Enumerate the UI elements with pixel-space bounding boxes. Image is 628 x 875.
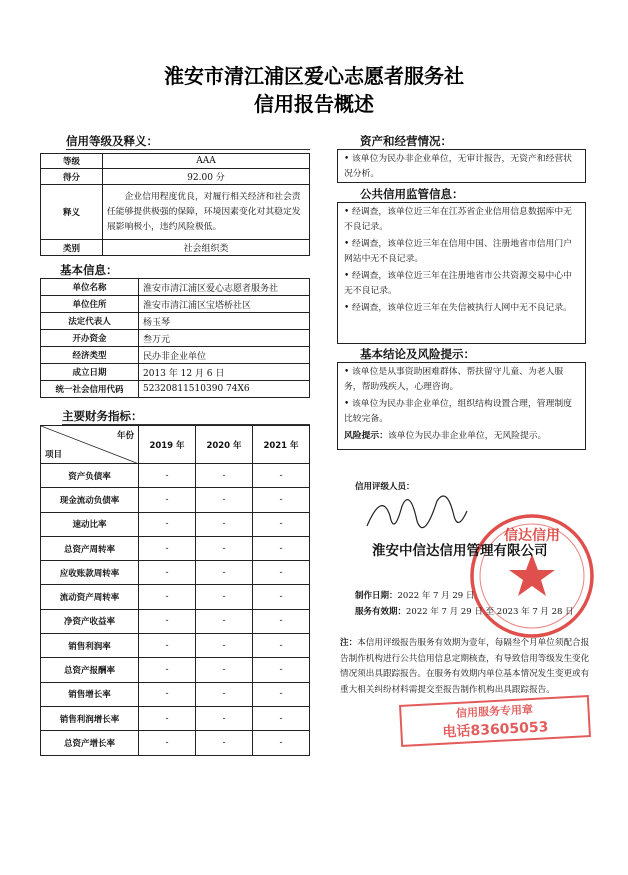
- finance-value: -: [196, 609, 253, 633]
- finance-metric-label: 总资产报酬率: [41, 658, 139, 682]
- finance-value: -: [139, 512, 196, 536]
- finance-row: [41, 658, 310, 682]
- finance-value: -: [196, 536, 253, 560]
- credit-table: 等级 AAA 得分 92.00 分 释义 企业信用程度优良，对履行相关经济和社会责任能够提供极强的保障，环境因素变化对其稳定发展影响极小，违约风险极低。 类别 社会组织类: [40, 153, 310, 256]
- finance-metric-label: 流动资产周转率: [41, 585, 139, 609]
- credit-heading: 信用等级及释义：: [66, 133, 310, 150]
- finance-metric-label: 总资产增长率: [41, 731, 139, 755]
- finance-metric-label: 现金流动负债率: [41, 488, 139, 512]
- seal-text: 信达信用: [504, 528, 560, 544]
- supervision-item: • 经调查，该单位近三年在信用中国、注册地省市信用门户网站中无不良记录。: [344, 237, 579, 267]
- finance-row: [41, 731, 310, 755]
- conclusion-item: • 该单位是从事资助困难群体、帮扶留守儿童、为老人服务，帮助残疾人，心理咨询。: [344, 365, 579, 395]
- finance-corner-cell: 年份 项目: [41, 426, 139, 464]
- finance-row: [41, 488, 310, 512]
- finance-value: -: [139, 488, 196, 512]
- finance-value: -: [196, 706, 253, 730]
- assets-heading: 资产和经营情况：: [360, 133, 586, 150]
- finance-row: [41, 512, 310, 536]
- rater-label: 信用评级人员：: [355, 482, 415, 492]
- finance-row: [41, 609, 310, 633]
- finance-row: [41, 464, 310, 488]
- finance-heading: 主要财务指标：: [62, 408, 310, 425]
- finance-value: -: [196, 464, 253, 488]
- finance-value: -: [196, 585, 253, 609]
- finance-value: -: [139, 682, 196, 706]
- finance-metric-label: 销售增长率: [41, 682, 139, 706]
- conclusion-heading: 基本结论及风险提示：: [360, 346, 586, 363]
- basic-heading: 基本信息：: [60, 262, 310, 279]
- supervision-box: [337, 202, 586, 344]
- assets-box: [337, 149, 586, 183]
- supervision-heading: 公共信用监管信息：: [360, 186, 586, 203]
- finance-metric-label: 速动比率: [41, 512, 139, 536]
- finance-metric-label: 净资产收益率: [41, 609, 139, 633]
- finance-value: -: [196, 658, 253, 682]
- finance-value: -: [139, 561, 196, 585]
- risk-line: 风险提示：该单位为民办非企业单位，无风险提示。: [344, 431, 547, 441]
- finance-row: [41, 706, 310, 730]
- finance-row: [41, 585, 310, 609]
- finance-value: -: [196, 488, 253, 512]
- finance-row: [41, 561, 310, 585]
- report-org-title: 淮安市清江浦区爱心志愿者服务社: [164, 64, 464, 88]
- finance-value: -: [253, 488, 310, 512]
- finance-value: -: [253, 512, 310, 536]
- conclusion-box: [337, 362, 586, 450]
- finance-row: [41, 634, 310, 658]
- finance-value: -: [196, 682, 253, 706]
- finance-value: -: [196, 731, 253, 755]
- finance-metric-label: 销售利润率: [41, 634, 139, 658]
- finance-value: -: [253, 634, 310, 658]
- finance-value: -: [196, 634, 253, 658]
- finance-row: [41, 536, 310, 560]
- finance-value: -: [139, 706, 196, 730]
- conclusion-item: • 该单位为民办非企业单位，组织结构设置合理，管理制度比较完备。: [344, 397, 579, 427]
- finance-value: -: [196, 512, 253, 536]
- supervision-item: • 经调查，该单位近三年在江苏省企业信用信息数据库中无不良记录。: [344, 205, 579, 235]
- finance-value: -: [196, 561, 253, 585]
- report-subtitle: 信用报告概述: [254, 92, 374, 116]
- valid-period-line: 服务有效期：2022 年 7 月 29 日 至 2023 年 7 月 28 日: [355, 607, 574, 617]
- finance-table: [40, 425, 310, 756]
- finance-metric-label: 应收账款周转率: [41, 561, 139, 585]
- finance-metric-label: 资产负债率: [41, 464, 139, 488]
- company-seal: [468, 512, 596, 640]
- finance-value: -: [139, 658, 196, 682]
- assets-item: • 该单位为民办非企业单位，无审计报告，无资产和经营状况分析。: [344, 152, 579, 182]
- year-header: 2019 年: [139, 426, 196, 464]
- finance-value: -: [253, 561, 310, 585]
- year-header: 2020 年: [196, 426, 253, 464]
- supervision-item: • 经调查，该单位近三年在注册地省市公共资源交易中心中无不良记录。: [344, 269, 579, 299]
- finance-value: -: [253, 585, 310, 609]
- finance-value: -: [139, 731, 196, 755]
- finance-value: -: [253, 609, 310, 633]
- finance-value: -: [139, 609, 196, 633]
- supervision-item: • 经调查，该单位近三年在失信被执行人网中无不良记录。: [344, 301, 579, 316]
- finance-metric-label: 总资产周转率: [41, 536, 139, 560]
- finance-value: -: [253, 682, 310, 706]
- service-stamp: 信用服务专用章 电话83605053: [399, 695, 591, 747]
- finance-row: [41, 682, 310, 706]
- finance-value: -: [253, 658, 310, 682]
- finance-value: -: [253, 464, 310, 488]
- made-date-line: 制作日期：2022 年 7 月 29 日: [355, 591, 475, 601]
- finance-value: -: [253, 536, 310, 560]
- footnote: 注：本信用评级报告服务有效期为壹年，每隔叁个月单位须配合报告制作机构进行公共信用信息定期核查，有导致信用等级发生变化情况须出具跟踪报告。在服务有效期内单位基本情况发生变更或有重大相关纠纷材料需提交至报告制作机构出具跟踪报告。: [340, 638, 590, 695]
- finance-value: -: [139, 634, 196, 658]
- year-header: 2021 年: [253, 426, 310, 464]
- finance-value: -: [253, 731, 310, 755]
- finance-value: -: [139, 585, 196, 609]
- finance-value: -: [139, 536, 196, 560]
- finance-value: -: [139, 464, 196, 488]
- company-name: 淮安中信达信用管理有限公司: [372, 543, 548, 559]
- finance-value: -: [253, 706, 310, 730]
- basic-table: 单位名称 淮安市清江浦区爱心志愿者服务社 单位住所 淮安市清江浦区宝塔桥社区 法定代表人 杨玉琴 开办资金 叁万元 经济类型 民办非企业单位 成立日期 2013 年 12 月 6 日 统一社会信用代码 52320811510390 74X6: [40, 278, 310, 398]
- signature-scribble: [362, 486, 472, 546]
- finance-metric-label: 销售利润增长率: [41, 706, 139, 730]
